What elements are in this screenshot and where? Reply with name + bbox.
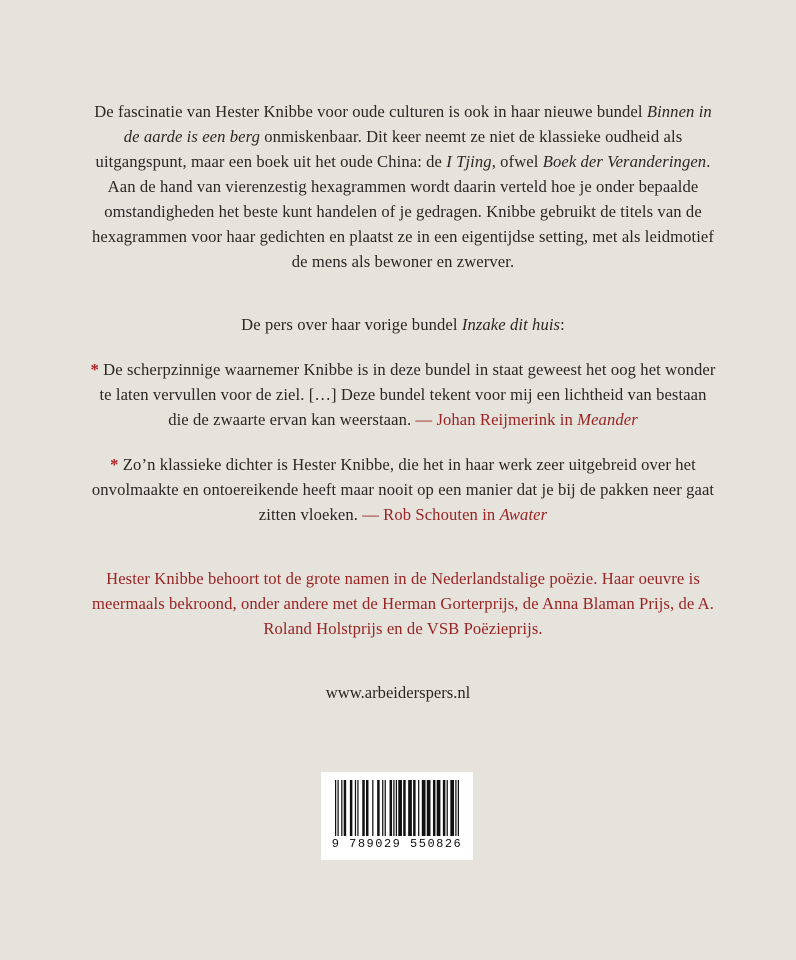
- quote-text: Zo’n klassieke dichter is Hester Knibbe, die het in haar werk zeer uitgebreid over het onvolmaakte en ontoereikende heeft maar nooit op een manier dat je bij de pakken neer gaat zitten vloeken.: [91, 455, 715, 524]
- barcode-bar: [458, 780, 459, 836]
- barcode-bar: [418, 780, 419, 836]
- barcode-bar: [344, 780, 346, 836]
- referenced-title: Boek der Veranderingen: [542, 152, 707, 171]
- isbn-number: 9 789029 550826: [331, 837, 463, 851]
- press-intro-text: De pers over haar vorige bundel: [241, 315, 462, 334]
- barcode-bar: [357, 780, 358, 836]
- author-bio: [88, 566, 718, 641]
- author-bio-text: Hester Knibbe behoort tot de grote namen in de Nederlandstalige poëzie. Haar oeuvre is meermaals bekroond, onder andere met de Herman Gorterprijs, de Anna Blaman Prijs, de A. Roland Holstprijs en de VSB Poëzieprijs.: [91, 569, 715, 638]
- barcode-bar: [427, 780, 431, 836]
- press-intro-suffix: :: [560, 315, 565, 334]
- barcode-bar: [350, 780, 352, 836]
- previous-book-title: Inzake dit huis: [461, 315, 561, 334]
- website-url[interactable]: www.arbeiderspers.nl: [325, 683, 471, 702]
- press-intro: [88, 312, 718, 337]
- description-text: De fascinatie van Hester Knibbe voor oude culturen is ook in haar nieuwe bundel: [94, 102, 647, 121]
- barcode-bar: [443, 780, 445, 836]
- quote-publication: Awater: [499, 505, 548, 524]
- barcode-bar: [422, 780, 426, 836]
- book-title: Binnen in de aarde is een berg: [123, 102, 712, 146]
- description-text: . Aan de hand van vierenzestig hexagrammen wordt daarin verteld hoe je onder bepaalde omstandigheden het beste kunt handelen of je gedragen. Knibbe gebruikt de titels van de hexagrammen voor haar gedichten en plaatst ze in een eigentijdse setting, met als leidmotief de mens als bewoner en zwerver.: [91, 152, 715, 271]
- book-description: [88, 99, 718, 274]
- barcode-bar: [393, 780, 394, 836]
- barcode-bar: [385, 780, 386, 836]
- description-text: onmiskenbaar. Dit keer neemt ze niet de klassieke oudheid als uitgangspunt, maar een boek uit het oude China: de: [95, 127, 683, 171]
- barcode-bar: [337, 780, 338, 836]
- barcode-bar: [437, 780, 441, 836]
- quote-marker: *: [110, 455, 119, 474]
- press-quote: [88, 452, 718, 527]
- barcode-bar: [413, 780, 415, 836]
- quote-publication: Meander: [577, 410, 638, 429]
- quote-text: De scherpzinnige waarnemer Knibbe is in deze bundel in staat geweest het oog het wonder te laten vervullen voor de ziel. […] Deze bundel tekent voor mij een lichtheid van bestaan die de zwaarte ervan kan weerstaan.: [98, 360, 716, 429]
- barcode-bar: [382, 780, 383, 836]
- description-text: , ofwel: [491, 152, 543, 171]
- barcode-bar: [396, 780, 397, 836]
- barcode-bar: [366, 780, 368, 836]
- barcode-bar: [372, 780, 373, 836]
- quote-source: — Johan Reijmerink in: [415, 410, 578, 429]
- press-quote: [88, 357, 718, 432]
- quote-source: — Rob Schouten in: [362, 505, 500, 524]
- barcode-bar: [362, 780, 364, 836]
- barcode-bar: [450, 780, 454, 836]
- barcode-bar: [355, 780, 356, 836]
- quote-marker: *: [90, 360, 99, 379]
- isbn-barcode: [321, 772, 473, 860]
- barcode-bar: [408, 780, 412, 836]
- barcode-bar: [377, 780, 379, 836]
- barcode-bar: [447, 780, 448, 836]
- barcode-bar: [335, 780, 336, 836]
- barcode-bar: [390, 780, 392, 836]
- barcode-bar: [398, 780, 402, 836]
- barcode-bar: [455, 780, 456, 836]
- barcode-bar: [341, 780, 342, 836]
- barcode-bar: [403, 780, 405, 836]
- referenced-title: I Tjing: [446, 152, 492, 171]
- barcode-bar: [433, 780, 435, 836]
